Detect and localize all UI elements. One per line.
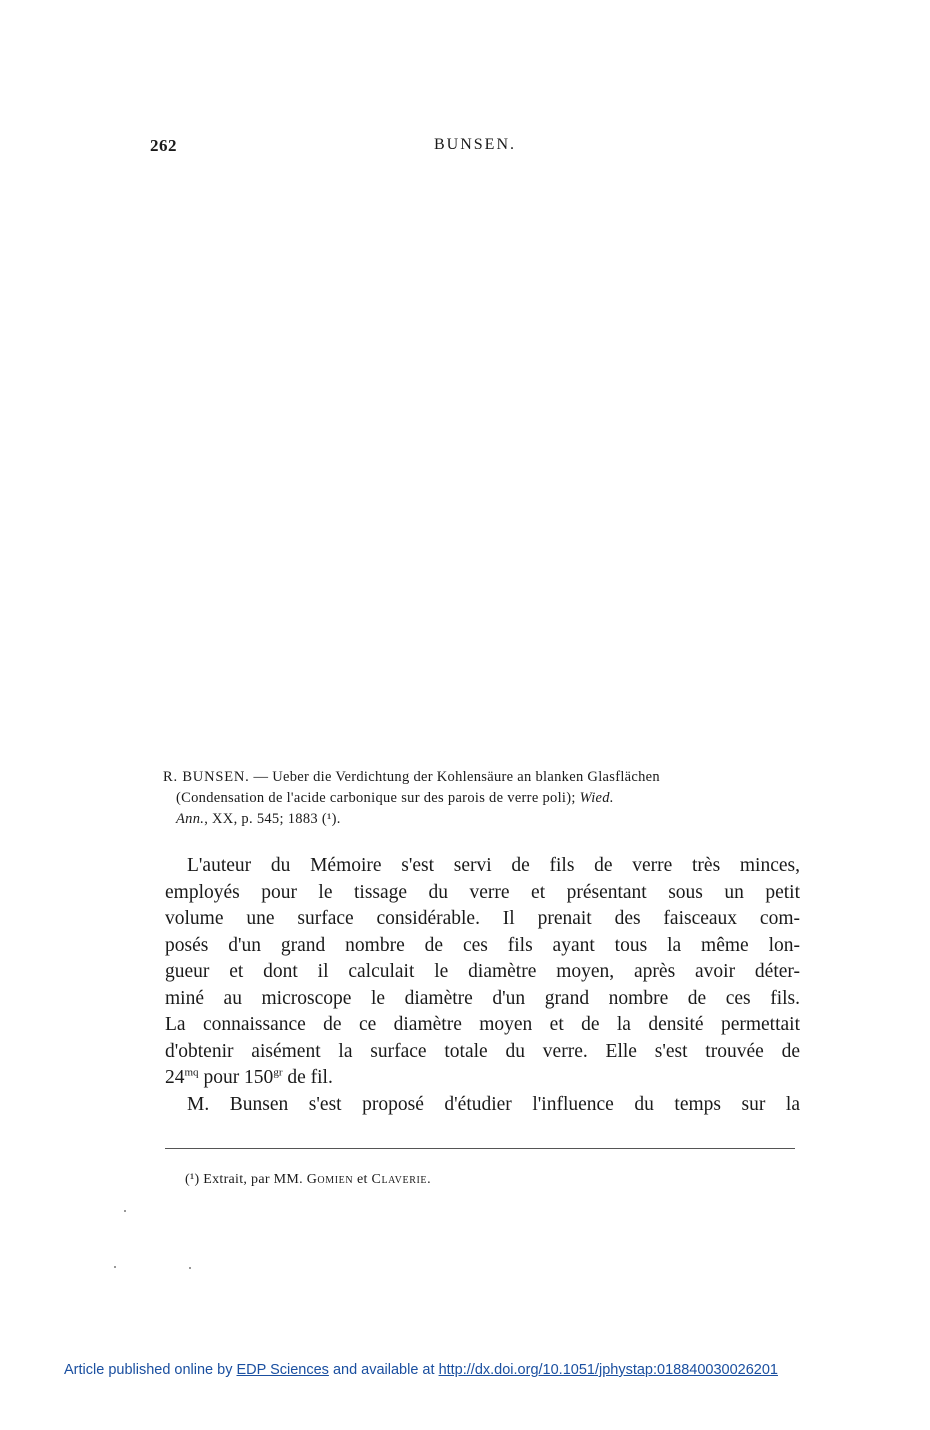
citation-original-title: Ueber die Verdichtung der Kohlensäure an blanken Glasflächen — [272, 769, 660, 785]
body-line: L'auteur du Mémoire s'est servi de fils de verre très minces, — [187, 855, 800, 876]
scan-speck — [114, 1266, 116, 1268]
running-title: BUNSEN. — [433, 136, 516, 153]
body-line: La connaissance de ce diamètre moyen et de la densité permettait — [165, 1014, 800, 1035]
citation-line-2 — [163, 788, 803, 809]
citation-author: R. BUNSEN. — [163, 769, 250, 785]
body-line: miné au microscope le diamètre d'un grand nombre de ces fils. — [165, 987, 800, 1009]
surface-value: 24 — [165, 1067, 185, 1088]
running-head — [150, 136, 800, 160]
publisher-footer — [64, 1362, 778, 1378]
footnote-name-2: Claverie — [371, 1172, 428, 1187]
surface-unit: mq — [184, 1066, 199, 1079]
doi-link[interactable]: http://dx.doi.org/10.1051/jphystap:018840030026201 — [438, 1362, 778, 1378]
citation-journal-b: Ann. — [176, 811, 205, 827]
footnote-lead: (¹) Extrait, par MM. — [185, 1172, 307, 1187]
footer-middle: and available at — [328, 1362, 439, 1378]
footnote-end: . — [427, 1172, 431, 1187]
footer-prefix: Article published online by — [64, 1362, 237, 1378]
page-number: 262 — [150, 136, 177, 155]
body-line: employés pour le tissage du verre et présentant sous un petit — [165, 881, 800, 903]
footnote-connector: et — [353, 1172, 372, 1187]
body-line-paragraph-2: M. Bunsen s'est proposé d'étudier l'influence du temps sur la — [187, 1093, 800, 1115]
citation-journal-a: Wied. — [579, 790, 614, 806]
citation-french-title: (Condensation de l'acide carbonique sur des parois de verre poli); — [176, 790, 576, 806]
footnote-divider — [165, 1148, 795, 1149]
body-line-measurement — [165, 1065, 800, 1092]
citation-line-1 — [163, 767, 803, 788]
measurement-end: de fil. — [282, 1067, 333, 1088]
mass-unit: gr — [273, 1066, 283, 1079]
citation-volume-info: , XX, p. 545; 1883 (¹). — [204, 811, 341, 827]
measurement-mid: pour 150 — [198, 1067, 274, 1088]
scan-speck — [189, 1267, 191, 1269]
body-line: volume une surface considérable. Il prenait des faisceaux com- — [165, 908, 800, 929]
scan-speck — [124, 1210, 126, 1212]
article-body — [165, 853, 800, 1118]
body-line: gueur et dont il calculait le diamètre moyen, après avoir déter- — [165, 961, 800, 982]
citation-dash: — — [249, 769, 273, 785]
publisher-link[interactable]: EDP Sciences — [236, 1362, 329, 1378]
footnote-name-1: Gomien — [306, 1172, 354, 1187]
body-line: d'obtenir aisément la surface totale du verre. Elle s'est trouvée de — [165, 1040, 800, 1062]
body-line: posés d'un grand nombre de ces fils ayant tous la même lon- — [165, 934, 800, 956]
bibliographic-citation — [163, 767, 803, 830]
footnote — [185, 1172, 431, 1188]
citation-line-3 — [163, 809, 803, 830]
